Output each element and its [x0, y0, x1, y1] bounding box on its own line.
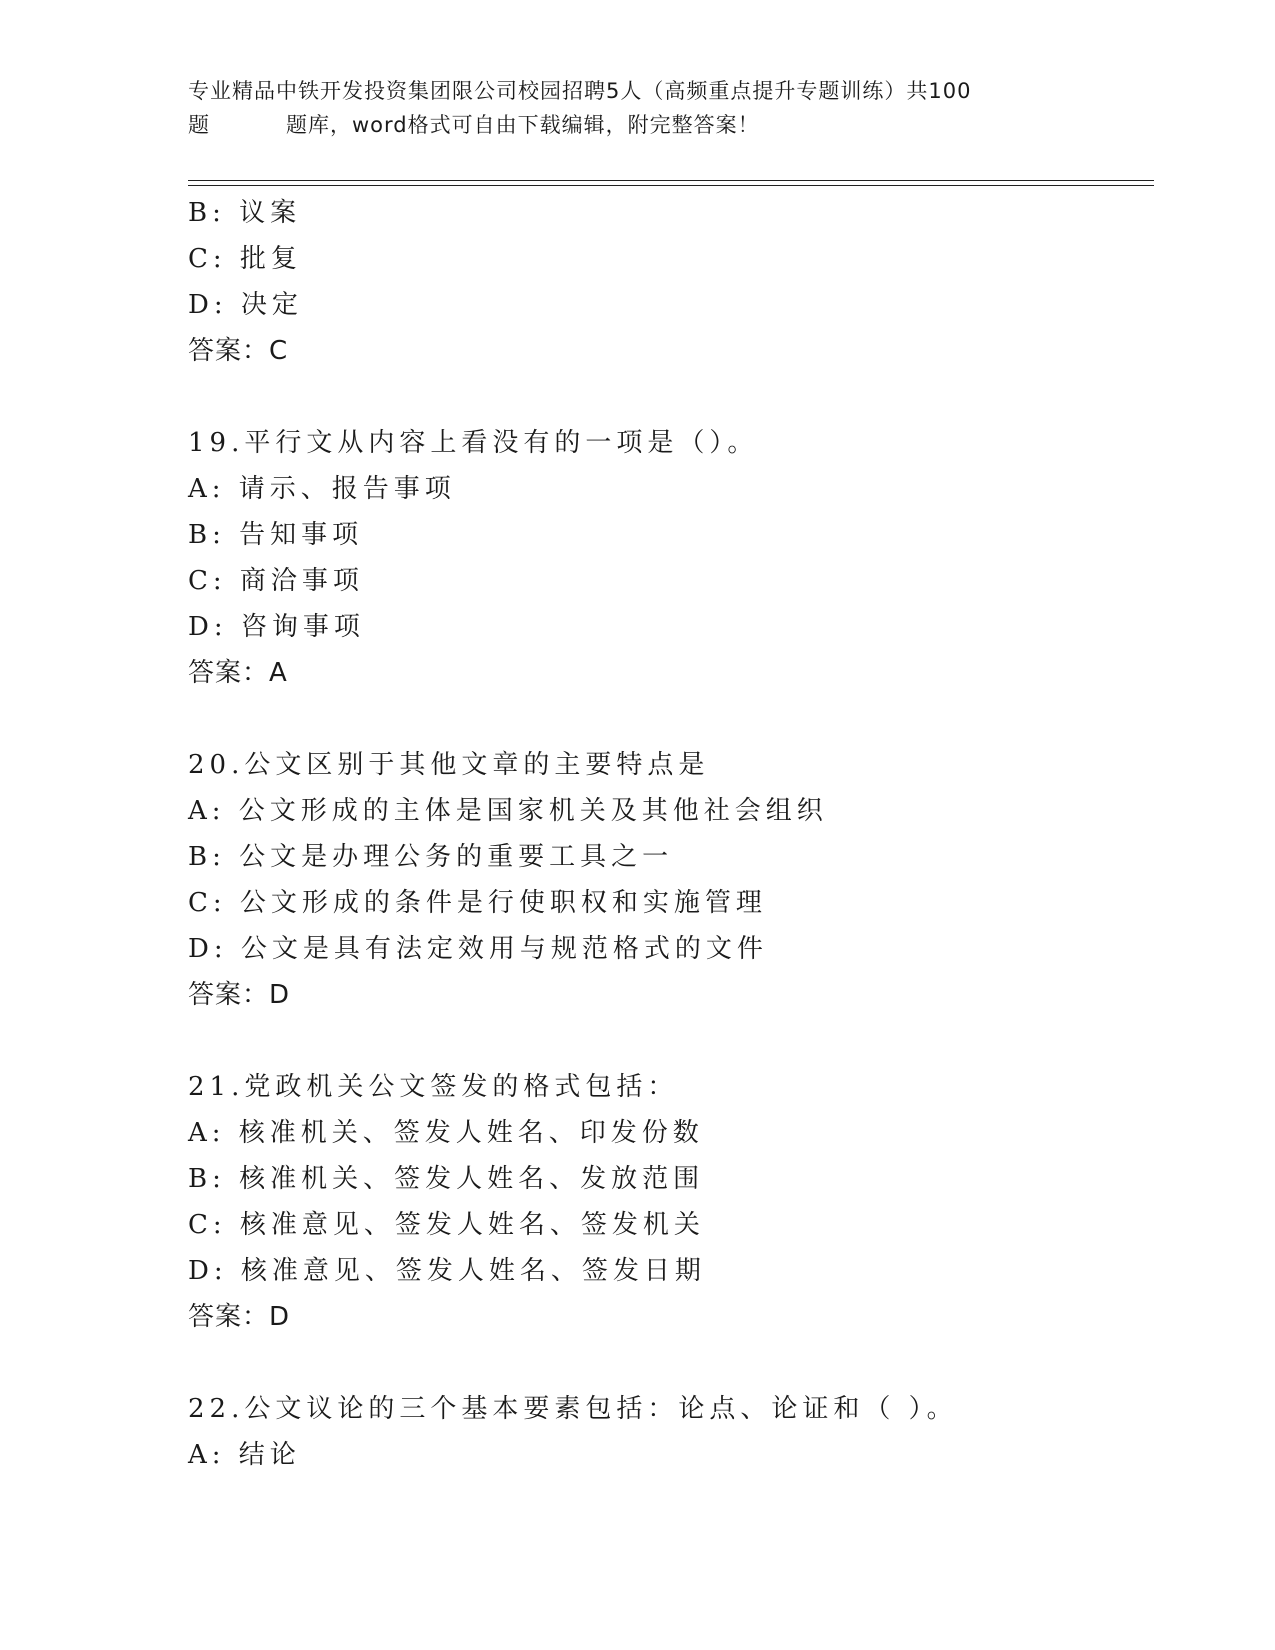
question-list [188, 190, 1148, 1478]
q21-option-a: A: 核准机关、签发人姓名、印发份数 [188, 1118, 704, 1148]
q18-option-c: C: 批复 [188, 244, 302, 274]
header-rule-bottom [188, 185, 1154, 186]
question-18-tail [188, 190, 1148, 374]
q21-option-c: C: 核准意见、签发人姓名、签发机关 [188, 1210, 705, 1240]
header-title-line2-rest: 题库，word格式可自由下载编辑，附完整答案！ [286, 113, 760, 137]
question-22 [188, 1386, 1148, 1478]
q21-answer: 答案：D [188, 1302, 291, 1332]
q21-option-d: D: 核准意见、签发人姓名、签发日期 [188, 1256, 706, 1286]
q19-answer: 答案：A [188, 658, 288, 688]
header-title-line2-start: 题 [188, 113, 210, 137]
q18-answer: 答案：C [188, 336, 289, 366]
q19-question: 19.平行文从内容上看没有的一项是（）。 [188, 428, 759, 458]
q19-option-c: C: 商洽事项 [188, 566, 364, 596]
question-20 [188, 742, 1148, 1018]
header-rule-top [188, 180, 1154, 181]
spacer [188, 696, 1148, 742]
q19-option-b: B: 告知事项 [188, 520, 364, 550]
document-header [188, 74, 1148, 142]
spacer [188, 1340, 1148, 1386]
q20-question: 20.公文区别于其他文章的主要特点是 [188, 750, 710, 780]
q19-option-d: D: 咨询事项 [188, 612, 365, 642]
q21-option-b: B: 核准机关、签发人姓名、发放范围 [188, 1164, 705, 1194]
question-19 [188, 420, 1148, 696]
spacer [188, 374, 1148, 420]
q22-option-a: A: 结论 [188, 1440, 301, 1470]
q19-option-a: A: 请示、报告事项 [188, 474, 456, 504]
q18-option-d: D: 决定 [188, 290, 303, 320]
q21-question: 21.党政机关公文签发的格式包括： [188, 1072, 679, 1102]
header-title-line1: 专业精品中铁开发投资集团限公司校园招聘5人（高频重点提升专题训练）共100 [188, 79, 972, 103]
q22-question: 22.公文议论的三个基本要素包括：论点、论证和（ ）。 [188, 1394, 958, 1424]
header-gap [210, 108, 286, 142]
q20-option-a: A: 公文形成的主体是国家机关及其他社会组织 [188, 796, 828, 826]
q20-option-d: D: 公文是具有法定效用与规范格式的文件 [188, 934, 768, 964]
header-title-line2 [188, 108, 1148, 142]
spacer [188, 1018, 1148, 1064]
q18-option-b: B: 议案 [188, 198, 302, 228]
q20-option-c: C: 公文形成的条件是行使职权和实施管理 [188, 888, 767, 918]
q20-option-b: B: 公文是办理公务的重要工具之一 [188, 842, 674, 872]
question-21 [188, 1064, 1148, 1340]
q20-answer: 答案：D [188, 980, 291, 1010]
